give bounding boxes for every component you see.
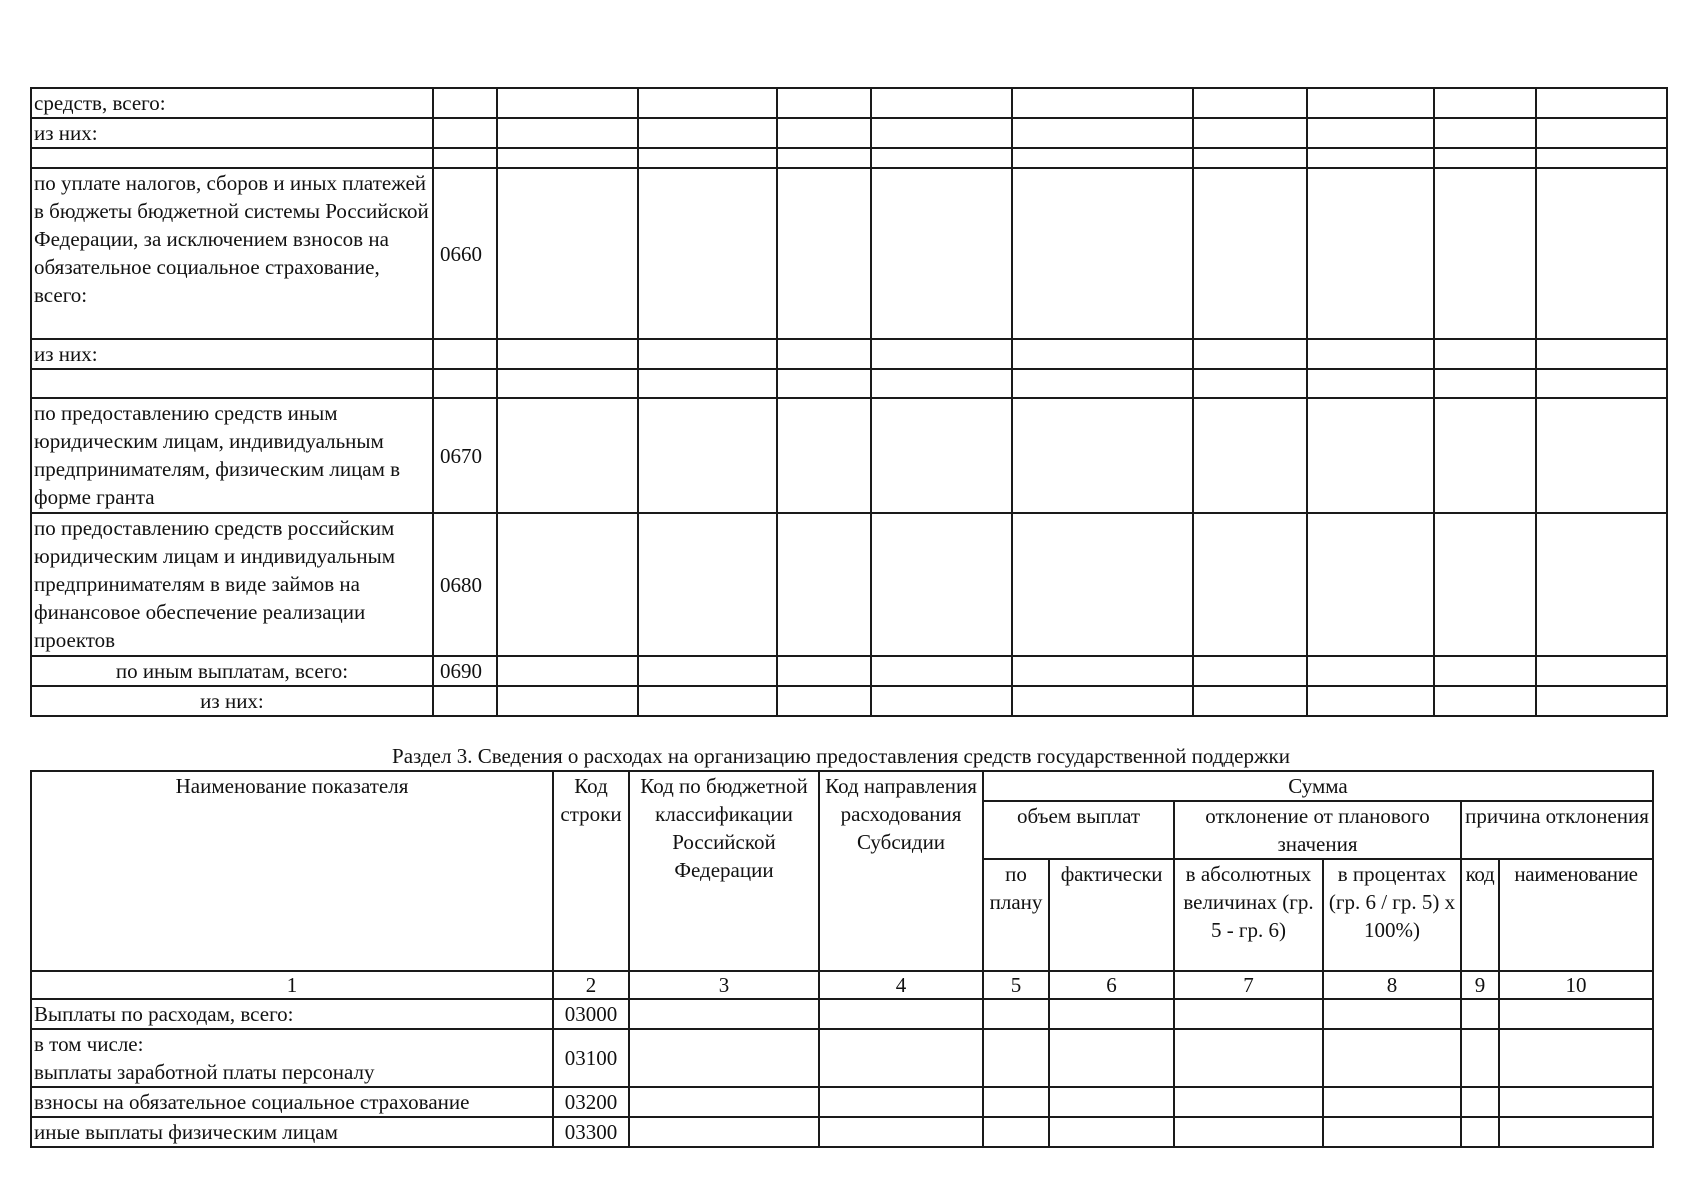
- column-number: 8: [1323, 971, 1461, 999]
- header-percent: в процентах (гр. 6 / гр. 5) x 100%): [1323, 859, 1461, 971]
- cell: [1434, 656, 1537, 686]
- row-code: [433, 118, 497, 148]
- row-label: из них:: [31, 118, 433, 148]
- cell: [1434, 168, 1537, 339]
- cell: [777, 88, 871, 118]
- cell: [1536, 118, 1667, 148]
- cell: [1536, 148, 1667, 168]
- row-label: по уплате налогов, сборов и иных платежей в бюджеты бюджетной системы Российской Федерации, за исключением взносов на обязательное социальное страхование, всего:: [31, 168, 433, 339]
- column-number: 10: [1499, 971, 1653, 999]
- cell: [497, 513, 638, 656]
- cell: [1012, 148, 1193, 168]
- cell: [819, 1117, 983, 1147]
- cell: [1461, 1087, 1499, 1117]
- section3-table: [30, 770, 1654, 1148]
- row-code: 03000: [553, 999, 629, 1029]
- column-number: 2: [553, 971, 629, 999]
- cell: [1536, 513, 1667, 656]
- row-label: по предоставлению средств иным юридическим лицам, индивидуальным предпринимателям, физическим лицам в форме гранта: [31, 398, 433, 513]
- cell: [1536, 656, 1667, 686]
- cell: [1307, 339, 1434, 369]
- cell: [1307, 513, 1434, 656]
- row-code: 03100: [553, 1029, 629, 1087]
- cell: [1012, 88, 1193, 118]
- table-row: [31, 656, 1667, 686]
- header-row: [31, 771, 1653, 801]
- row-label-line: выплаты заработной платы персоналу: [34, 1060, 375, 1084]
- cell: [777, 118, 871, 148]
- section-title: Раздел 3. Сведения о расходах на организацию предоставления средств государственной поддержки: [392, 744, 1290, 768]
- table-row: [31, 1029, 1653, 1087]
- row-code: [433, 148, 497, 168]
- cell: [497, 168, 638, 339]
- cell: [1461, 999, 1499, 1029]
- cell: [1193, 118, 1308, 148]
- cell: [1193, 398, 1308, 513]
- cell: [1193, 148, 1308, 168]
- cell: [1323, 999, 1461, 1029]
- header-payments-volume: объем выплат: [983, 801, 1174, 859]
- cell: [777, 398, 871, 513]
- row-label: по иным выплатам, всего:: [31, 656, 433, 686]
- cell: [777, 686, 871, 716]
- cell: [1012, 656, 1193, 686]
- cell: [1012, 168, 1193, 339]
- cell: [871, 168, 1012, 339]
- cell: [497, 369, 638, 398]
- cell: [638, 513, 777, 656]
- header-name: Наименование показателя: [31, 771, 553, 971]
- cell: [1434, 339, 1537, 369]
- header-row-code: Код строки: [553, 771, 629, 971]
- row-code: [433, 369, 497, 398]
- cell: [1499, 1117, 1653, 1147]
- header-reason-name: наименование: [1499, 859, 1653, 971]
- cell: [629, 1087, 819, 1117]
- cell: [497, 118, 638, 148]
- column-number: 4: [819, 971, 983, 999]
- cell: [1307, 88, 1434, 118]
- row-label: [31, 1029, 553, 1087]
- table-row: [31, 369, 1667, 398]
- cell: [871, 369, 1012, 398]
- header-budget-code: Код по бюджетной классификации Российской Федерации: [629, 771, 819, 971]
- cell: [1536, 686, 1667, 716]
- cell: [1434, 398, 1537, 513]
- cell: [1307, 656, 1434, 686]
- cell: [871, 118, 1012, 148]
- table-row: [31, 148, 1667, 168]
- cell: [638, 118, 777, 148]
- cell: [638, 88, 777, 118]
- row-code: 0690: [433, 656, 497, 686]
- cell: [629, 999, 819, 1029]
- header-deviation: отклонение от планового значения: [1174, 801, 1461, 859]
- table-row: [31, 999, 1653, 1029]
- cell: [497, 398, 638, 513]
- cell: [1536, 398, 1667, 513]
- cell: [1434, 118, 1537, 148]
- cell: [777, 168, 871, 339]
- cell: [497, 148, 638, 168]
- cell: [819, 1029, 983, 1087]
- row-label: иные выплаты физическим лицам: [31, 1117, 553, 1147]
- cell: [1434, 369, 1537, 398]
- cell: [777, 148, 871, 168]
- cell: [1323, 1029, 1461, 1087]
- cell: [1434, 513, 1537, 656]
- cell: [1193, 88, 1308, 118]
- cell: [1307, 398, 1434, 513]
- row-label: взносы на обязательное социальное страхование: [31, 1087, 553, 1117]
- cell: [1323, 1087, 1461, 1117]
- cell: [819, 1087, 983, 1117]
- cell: [777, 339, 871, 369]
- column-number: 5: [983, 971, 1049, 999]
- column-number: 3: [629, 971, 819, 999]
- row-label: Выплаты по расходам, всего:: [31, 999, 553, 1029]
- cell: [777, 369, 871, 398]
- cell: [1193, 513, 1308, 656]
- table-row: [31, 88, 1667, 118]
- column-numbers-row: [31, 971, 1653, 999]
- cell: [1174, 999, 1323, 1029]
- table-row: [31, 1087, 1653, 1117]
- row-code: [433, 686, 497, 716]
- cell: [777, 513, 871, 656]
- header-reason: причина отклонения: [1461, 801, 1653, 859]
- row-label: [31, 369, 433, 398]
- row-label: [31, 148, 433, 168]
- column-number: 9: [1461, 971, 1499, 999]
- column-number: 1: [31, 971, 553, 999]
- header-actual: фактически: [1049, 859, 1174, 971]
- table-row: [31, 1117, 1653, 1147]
- cell: [1434, 686, 1537, 716]
- cell: [1536, 339, 1667, 369]
- row-label: из них:: [31, 686, 433, 716]
- cell: [1174, 1029, 1323, 1087]
- cell: [1434, 88, 1537, 118]
- row-label: из них:: [31, 339, 433, 369]
- cell: [1049, 1117, 1174, 1147]
- cell: [1193, 168, 1308, 339]
- cell: [1499, 1029, 1653, 1087]
- cell: [638, 339, 777, 369]
- header-reason-code: код: [1461, 859, 1499, 971]
- row-label: по предоставлению средств российским юридическим лицам и индивидуальным предпринимателям в виде займов на финансовое обеспечение реализации проектов: [31, 513, 433, 656]
- cell: [871, 148, 1012, 168]
- cell: [983, 1029, 1049, 1087]
- row-code: 0680: [433, 513, 497, 656]
- cell: [1012, 118, 1193, 148]
- cell: [638, 398, 777, 513]
- cell: [1193, 369, 1308, 398]
- header-absolute: в абсолютных величинах (гр. 5 - гр. 6): [1174, 859, 1323, 971]
- cell: [638, 168, 777, 339]
- cell: [497, 88, 638, 118]
- cell: [1461, 1029, 1499, 1087]
- header-sum: Сумма: [983, 771, 1653, 801]
- cell: [638, 656, 777, 686]
- cell: [1307, 168, 1434, 339]
- table-row: [31, 168, 1667, 339]
- row-code: 03200: [553, 1087, 629, 1117]
- top-table: [30, 87, 1668, 717]
- cell: [1174, 1087, 1323, 1117]
- cell: [1307, 686, 1434, 716]
- cell: [638, 686, 777, 716]
- cell: [497, 656, 638, 686]
- row-code: [433, 339, 497, 369]
- cell: [983, 1117, 1049, 1147]
- cell: [1193, 656, 1308, 686]
- cell: [871, 88, 1012, 118]
- cell: [1174, 1117, 1323, 1147]
- cell: [1461, 1117, 1499, 1147]
- cell: [983, 1087, 1049, 1117]
- cell: [1049, 999, 1174, 1029]
- cell: [1434, 148, 1537, 168]
- cell: [1323, 1117, 1461, 1147]
- cell: [1193, 339, 1308, 369]
- cell: [1307, 148, 1434, 168]
- row-code: 03300: [553, 1117, 629, 1147]
- cell: [638, 369, 777, 398]
- row-code: 0660: [433, 168, 497, 339]
- cell: [871, 513, 1012, 656]
- row-label-line: в том числе:: [34, 1032, 144, 1056]
- cell: [638, 148, 777, 168]
- table-row: [31, 513, 1667, 656]
- cell: [1536, 369, 1667, 398]
- header-plan: по плану: [983, 859, 1049, 971]
- cell: [1536, 168, 1667, 339]
- cell: [1499, 1087, 1653, 1117]
- row-label: средств, всего:: [31, 88, 433, 118]
- table-row: [31, 686, 1667, 716]
- cell: [871, 339, 1012, 369]
- cell: [1307, 118, 1434, 148]
- column-number: 6: [1049, 971, 1174, 999]
- cell: [629, 1029, 819, 1087]
- header-direction-code: Код направления расходования Субсидии: [819, 771, 983, 971]
- cell: [871, 398, 1012, 513]
- cell: [1012, 369, 1193, 398]
- cell: [819, 999, 983, 1029]
- table-row: [31, 118, 1667, 148]
- table-row: [31, 339, 1667, 369]
- cell: [983, 999, 1049, 1029]
- cell: [871, 686, 1012, 716]
- cell: [1536, 88, 1667, 118]
- cell: [1193, 686, 1308, 716]
- cell: [497, 339, 638, 369]
- cell: [1012, 686, 1193, 716]
- cell: [1049, 1087, 1174, 1117]
- cell: [871, 656, 1012, 686]
- cell: [1307, 369, 1434, 398]
- cell: [1012, 339, 1193, 369]
- row-code: 0670: [433, 398, 497, 513]
- cell: [497, 686, 638, 716]
- cell: [1049, 1029, 1174, 1087]
- table-row: [31, 398, 1667, 513]
- cell: [629, 1117, 819, 1147]
- cell: [1012, 513, 1193, 656]
- cell: [1012, 398, 1193, 513]
- column-number: 7: [1174, 971, 1323, 999]
- row-code: [433, 88, 497, 118]
- cell: [777, 656, 871, 686]
- cell: [1499, 999, 1653, 1029]
